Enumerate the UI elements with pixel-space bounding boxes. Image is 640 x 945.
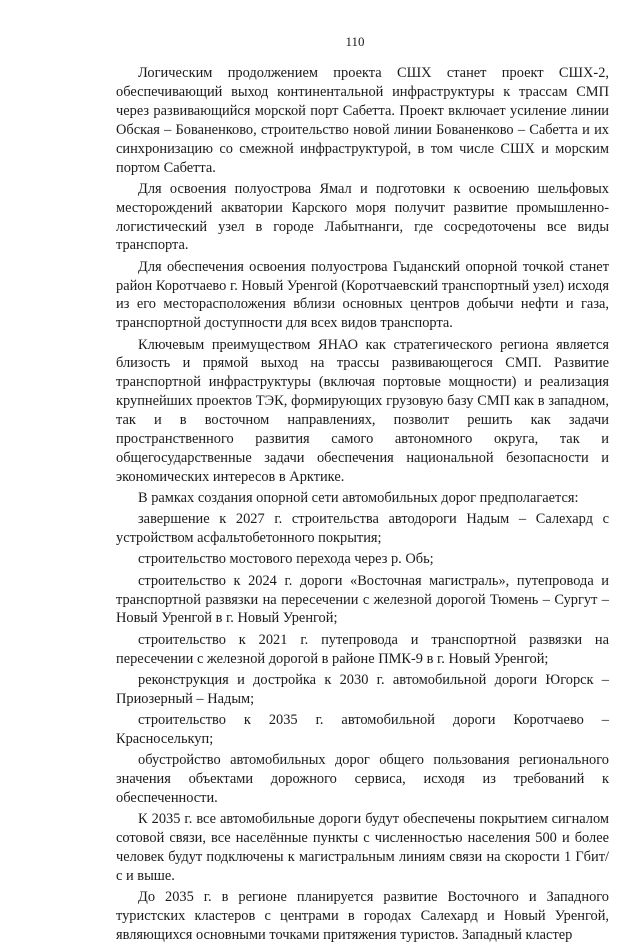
paragraph: Для обеспечения освоения полуострова Гыданский опорной точкой станет район Коротчаево г. Новый Уренгой (Коротчаевский транспортный узел) исходя из его месторасположения вблизи основных центров добычи нефти и газа, транспортной доступности для всех видов транспорта. [116, 258, 609, 332]
paragraph: В рамках создания опорной сети автомобильных дорог предполагается: [138, 490, 579, 507]
paragraph: Для освоения полуострова Ямал и подготовки к освоению шельфовых месторождений акватории Карского моря получит развитие промышленно-логистический узел в городе Лабытнанги, где сосредоточены все виды транспорта. [116, 180, 609, 254]
paragraph: Ключевым преимуществом ЯНАО как стратегического региона является близость и прямой выход на трассы развивающегося СМП. Развитие транспортной инфраструктуры (включая портовые мощности) и реализация крупнейших проектов ТЭК, формирующих грузовую базу СМП как в западном, так и в восточном направлениях, позволит решить как задачи пространственного развития самого автономного округа, так и общегосударственные задачи обеспечения национальной безопасности и экономических интересов в Арктике. [116, 336, 609, 485]
paragraph: До 2035 г. в регионе планируется развитие Восточного и Западного туристских кластеров с центрами в городах Салехард и Новый Уренгой, являющихся основными точками притяжения туристов. Западный кластер [116, 888, 609, 943]
list-item: реконструкция и достройка к 2030 г. автомобильной дороги Югорск – Приозерный – Надым; [116, 671, 609, 707]
list-item: строительство к 2021 г. путепровода и транспортной развязки на пересечении с железной дорогой в районе ПМК-9 в г. Новый Уренгой; [116, 631, 609, 667]
paragraph: К 2035 г. все автомобильные дороги будут обеспечены покрытием сигналом сотовой связи, все населённые пункты с численностью населения 500 и более человек будут подключены к магистральным линиям связи на скорости 1 Гбит/с и выше. [116, 811, 609, 884]
list-item: строительство к 2024 г. дороги «Восточная магистраль», путепровода и транспортной развязки на пересечении с железной дорогой Тюмень – Сургут – Новый Уренгой в г. Новый Уренгой; [116, 572, 609, 627]
list-item: строительство мостового перехода через р. Обь; [138, 551, 434, 568]
page-number: 110 [345, 34, 365, 49]
list-item: строительство к 2035 г. автомобильной дороги Коротчаево – Красноселькуп; [116, 711, 609, 747]
body-text [116, 64, 609, 945]
list-item: обустройство автомобильных дорог общего пользования регионального значения объектами дорожного сервиса, исходя из требований к обеспеченности. [116, 751, 609, 806]
paragraph: Логическим продолжением проекта СШХ станет проект СШХ-2, обеспечивающий выход континентальной инфраструктуры к трассам СМП через развивающийся морской порт Сабетта. Проект включает усиление линии Обская – Бованенково, строительство новой линии Бованенково – Сабетта и их синхронизацию со смежной инфраструктурой, в том числе СШХ и морским портом Сабетта. [116, 65, 609, 176]
list-item: завершение к 2027 г. строительства автодороги Надым – Салехард с устройством асфальтобетонного покрытия; [116, 511, 609, 547]
